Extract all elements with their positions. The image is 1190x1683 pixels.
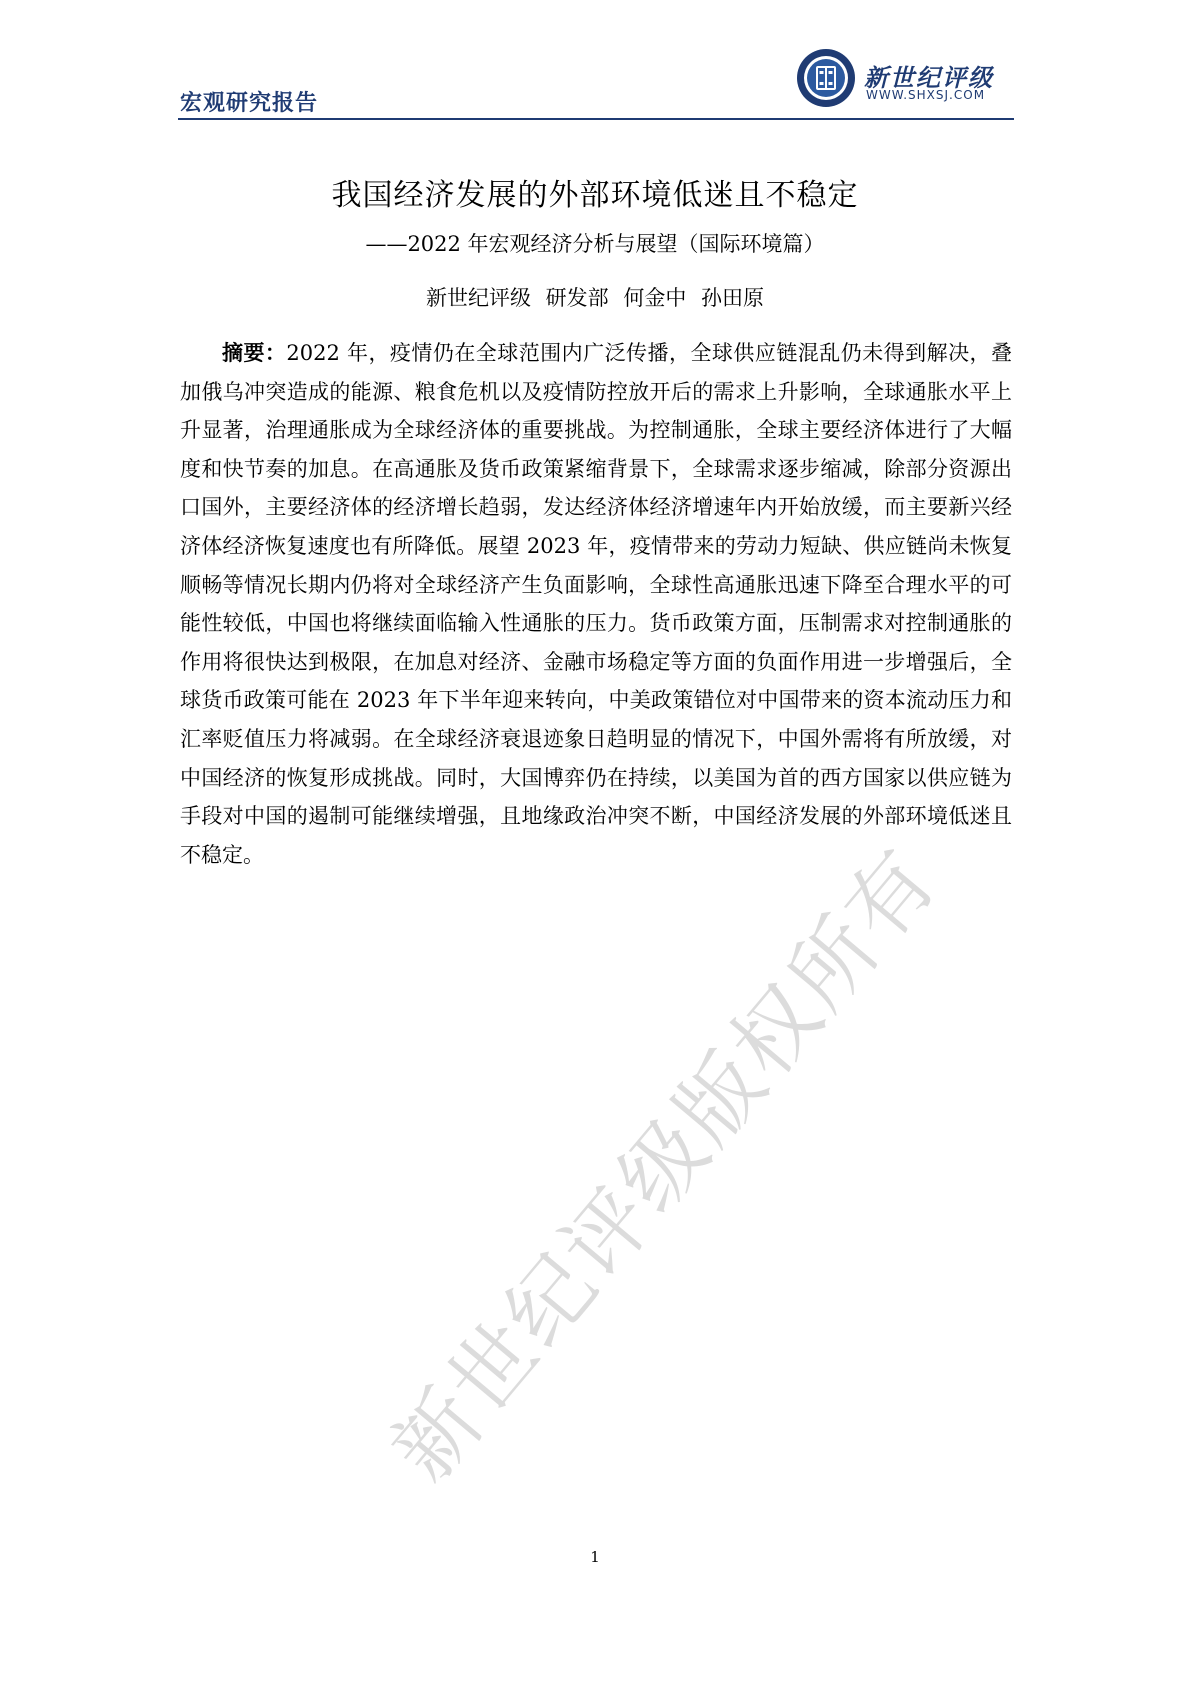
brand-name: 新世纪评级	[864, 64, 994, 92]
copyright-watermark: 新世纪评级版权所有	[372, 829, 958, 1500]
abstract-label: 摘要：	[222, 340, 287, 365]
page-number: 1	[590, 1548, 600, 1566]
document-subtitle: ——2022 年宏观经济分析与展望（国际环境篇）	[365, 232, 825, 256]
abstract-paragraph	[180, 334, 1012, 874]
header-divider	[178, 118, 1014, 120]
author-line: 新世纪评级 研发部 何金中 孙田原	[425, 286, 765, 310]
sb-seal-icon	[796, 48, 856, 108]
brand-url[interactable]: WWW.SHXSJ.COM	[866, 88, 986, 102]
report-type-header: 宏观研究报告	[180, 91, 319, 116]
document-title: 我国经济发展的外部环境低迷且不稳定	[331, 178, 859, 213]
abstract-text: 2022 年，疫情仍在全球范围内广泛传播，全球供应链混乱仍未得到解决，叠加俄乌冲突造成的能源、粮食危机以及疫情防控放开后的需求上升影响，全球通胀水平上升显著，治理通胀成为全球经济体的重要挑战。为控制通胀，全球主要经济体进行了大幅度和快节奏的加息。在高通胀及货币政策紧缩背景下，全球需求逐步缩减，除部分资源出口国外，主要经济体的经济增长趋弱，发达经济体经济增速年内开始放缓，而主要新兴经济体经济恢复速度也有所降低。展望 2023 年，疫情带来的劳动力短缺、供应链尚未恢复顺畅等情况长期内仍将对全球经济产生负面影响，全球性高通胀迅速下降至合理水平的可能性较低，中国也将继续面临输入性通胀的压力。货币政策方面，压制需求对控制通胀的作用将很快达到极限，在加息对经济、金融市场稳定等方面的负面作用进一步增强后，全球货币政策可能在 2023 年下半年迎来转向，中美政策错位对中国带来的资本流动压力和汇率贬值压力将减弱。在全球经济衰退迹象日趋明显的情况下，中国外需将有所放缓，对中国经济的恢复形成挑战。同时，大国博弈仍在持续，以美国为首的西方国家以供应链为手段对中国的遏制可能继续增强，且地缘政治冲突不断，中国经济发展的外部环境低迷且不稳定。	[180, 341, 1012, 867]
